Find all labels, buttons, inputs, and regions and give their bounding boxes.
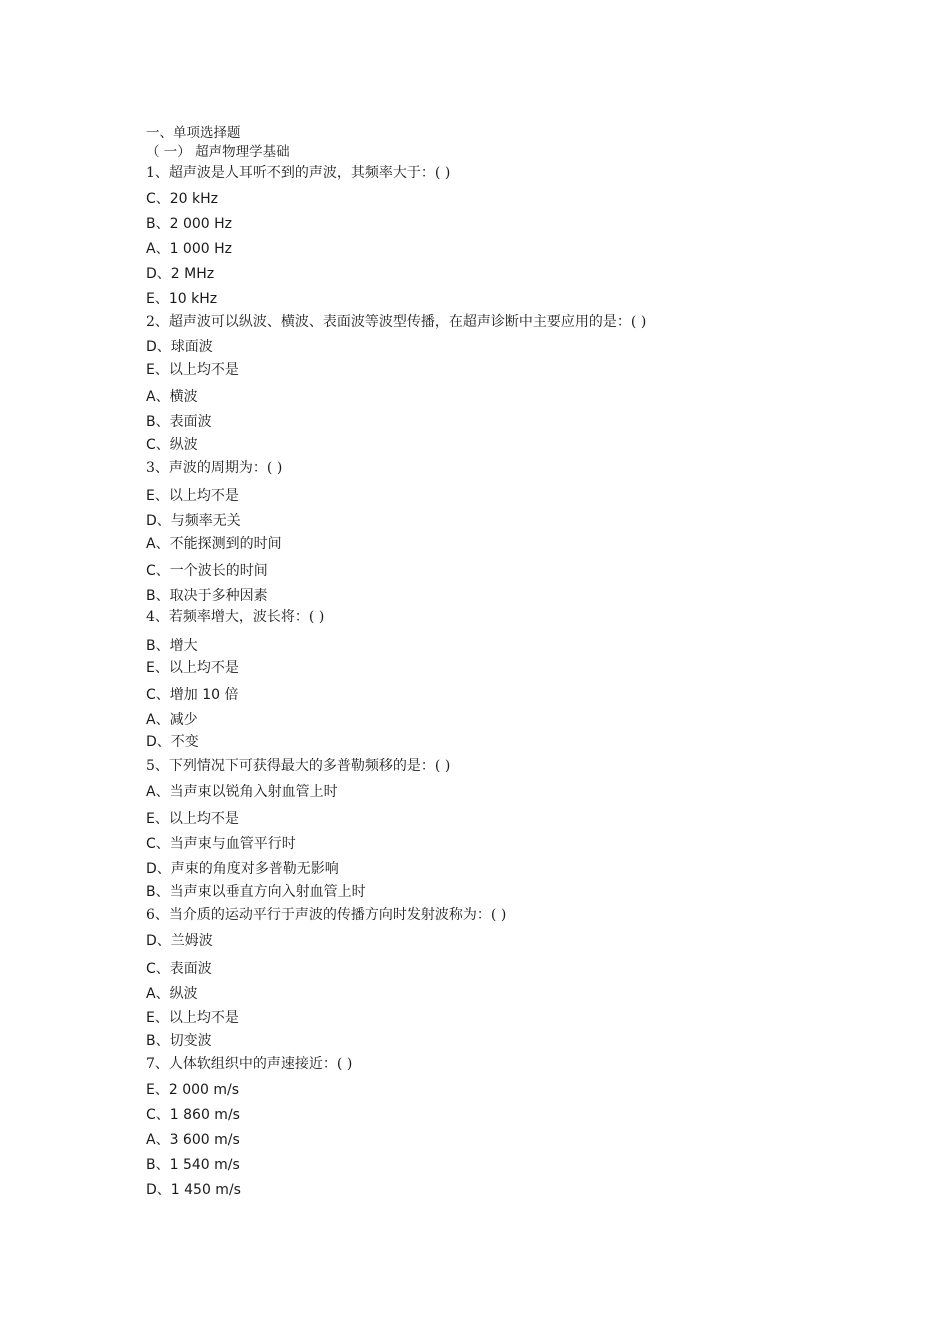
- question-5-option: A、当声束以锐角入射血管上时: [146, 784, 338, 800]
- question-3-option: A、不能探测到的时间: [146, 536, 282, 552]
- question-7-option: A、3 600 m/s: [146, 1132, 240, 1148]
- question-2-option: A、横波: [146, 389, 198, 405]
- question-7-option: B、1 540 m/s: [146, 1157, 240, 1173]
- question-6-option: B、切变波: [146, 1033, 212, 1049]
- question-5-option: B、当声束以垂直方向入射血管上时: [146, 884, 366, 900]
- question-6-option: E、以上均不是: [146, 1010, 239, 1026]
- question-6-stem: 6、当介质的运动平行于声波的传播方向时发射波称为：( ): [146, 907, 507, 923]
- question-2-option: C、纵波: [146, 437, 198, 453]
- question-4-option: B、增大: [146, 638, 198, 654]
- question-5-option: C、当声束与血管平行时: [146, 836, 296, 852]
- question-5-option: E、以上均不是: [146, 811, 239, 827]
- question-2-option: D、球面波: [146, 339, 213, 355]
- section-title: 一、单项选择题: [146, 125, 241, 141]
- subsection-title: （ 一） 超声物理学基础: [146, 144, 290, 160]
- question-1-option: B、2 000 Hz: [146, 216, 233, 232]
- question-6-option: C、表面波: [146, 961, 212, 977]
- question-7-option: C、1 860 m/s: [146, 1107, 240, 1123]
- question-1-option: A、1 000 Hz: [146, 241, 232, 257]
- question-6-option: D、兰姆波: [146, 933, 213, 949]
- question-4-option: A、减少: [146, 712, 198, 728]
- question-3-stem: 3、声波的周期为：( ): [146, 460, 283, 476]
- question-2-option: E、以上均不是: [146, 362, 239, 378]
- question-3-option: C、一个波长的时间: [146, 563, 268, 579]
- question-1-option: D、2 MHz: [146, 266, 215, 282]
- question-4-option: D、不变: [146, 734, 199, 750]
- question-1-option: C、20 kHz: [146, 191, 219, 207]
- question-4-stem: 4、若频率增大，波长将：( ): [146, 609, 325, 625]
- question-3-option: B、取决于多种因素: [146, 588, 268, 604]
- question-7-stem: 7、人体软组织中的声速接近：( ): [146, 1056, 353, 1072]
- question-5-option: D、声束的角度对多普勒无影响: [146, 861, 339, 877]
- question-7-option: D、1 450 m/s: [146, 1182, 241, 1198]
- question-7-option: E、2 000 m/s: [146, 1082, 240, 1098]
- question-2-stem: 2、超声波可以纵波、横波、表面波等波型传播，在超声诊断中主要应用的是：( ): [146, 314, 647, 330]
- question-3-option: D、与频率无关: [146, 513, 241, 529]
- question-3-option: E、以上均不是: [146, 488, 239, 504]
- question-4-option: C、增加 10 倍: [146, 687, 239, 703]
- question-2-option: B、表面波: [146, 414, 212, 430]
- question-5-stem: 5、下列情况下可获得最大的多普勒频移的是：( ): [146, 758, 451, 774]
- question-6-option: A、纵波: [146, 986, 198, 1002]
- question-1-stem: 1、超声波是人耳听不到的声波，其频率大于：( ): [146, 165, 451, 181]
- question-4-option: E、以上均不是: [146, 660, 239, 676]
- question-1-option: E、10 kHz: [146, 291, 218, 307]
